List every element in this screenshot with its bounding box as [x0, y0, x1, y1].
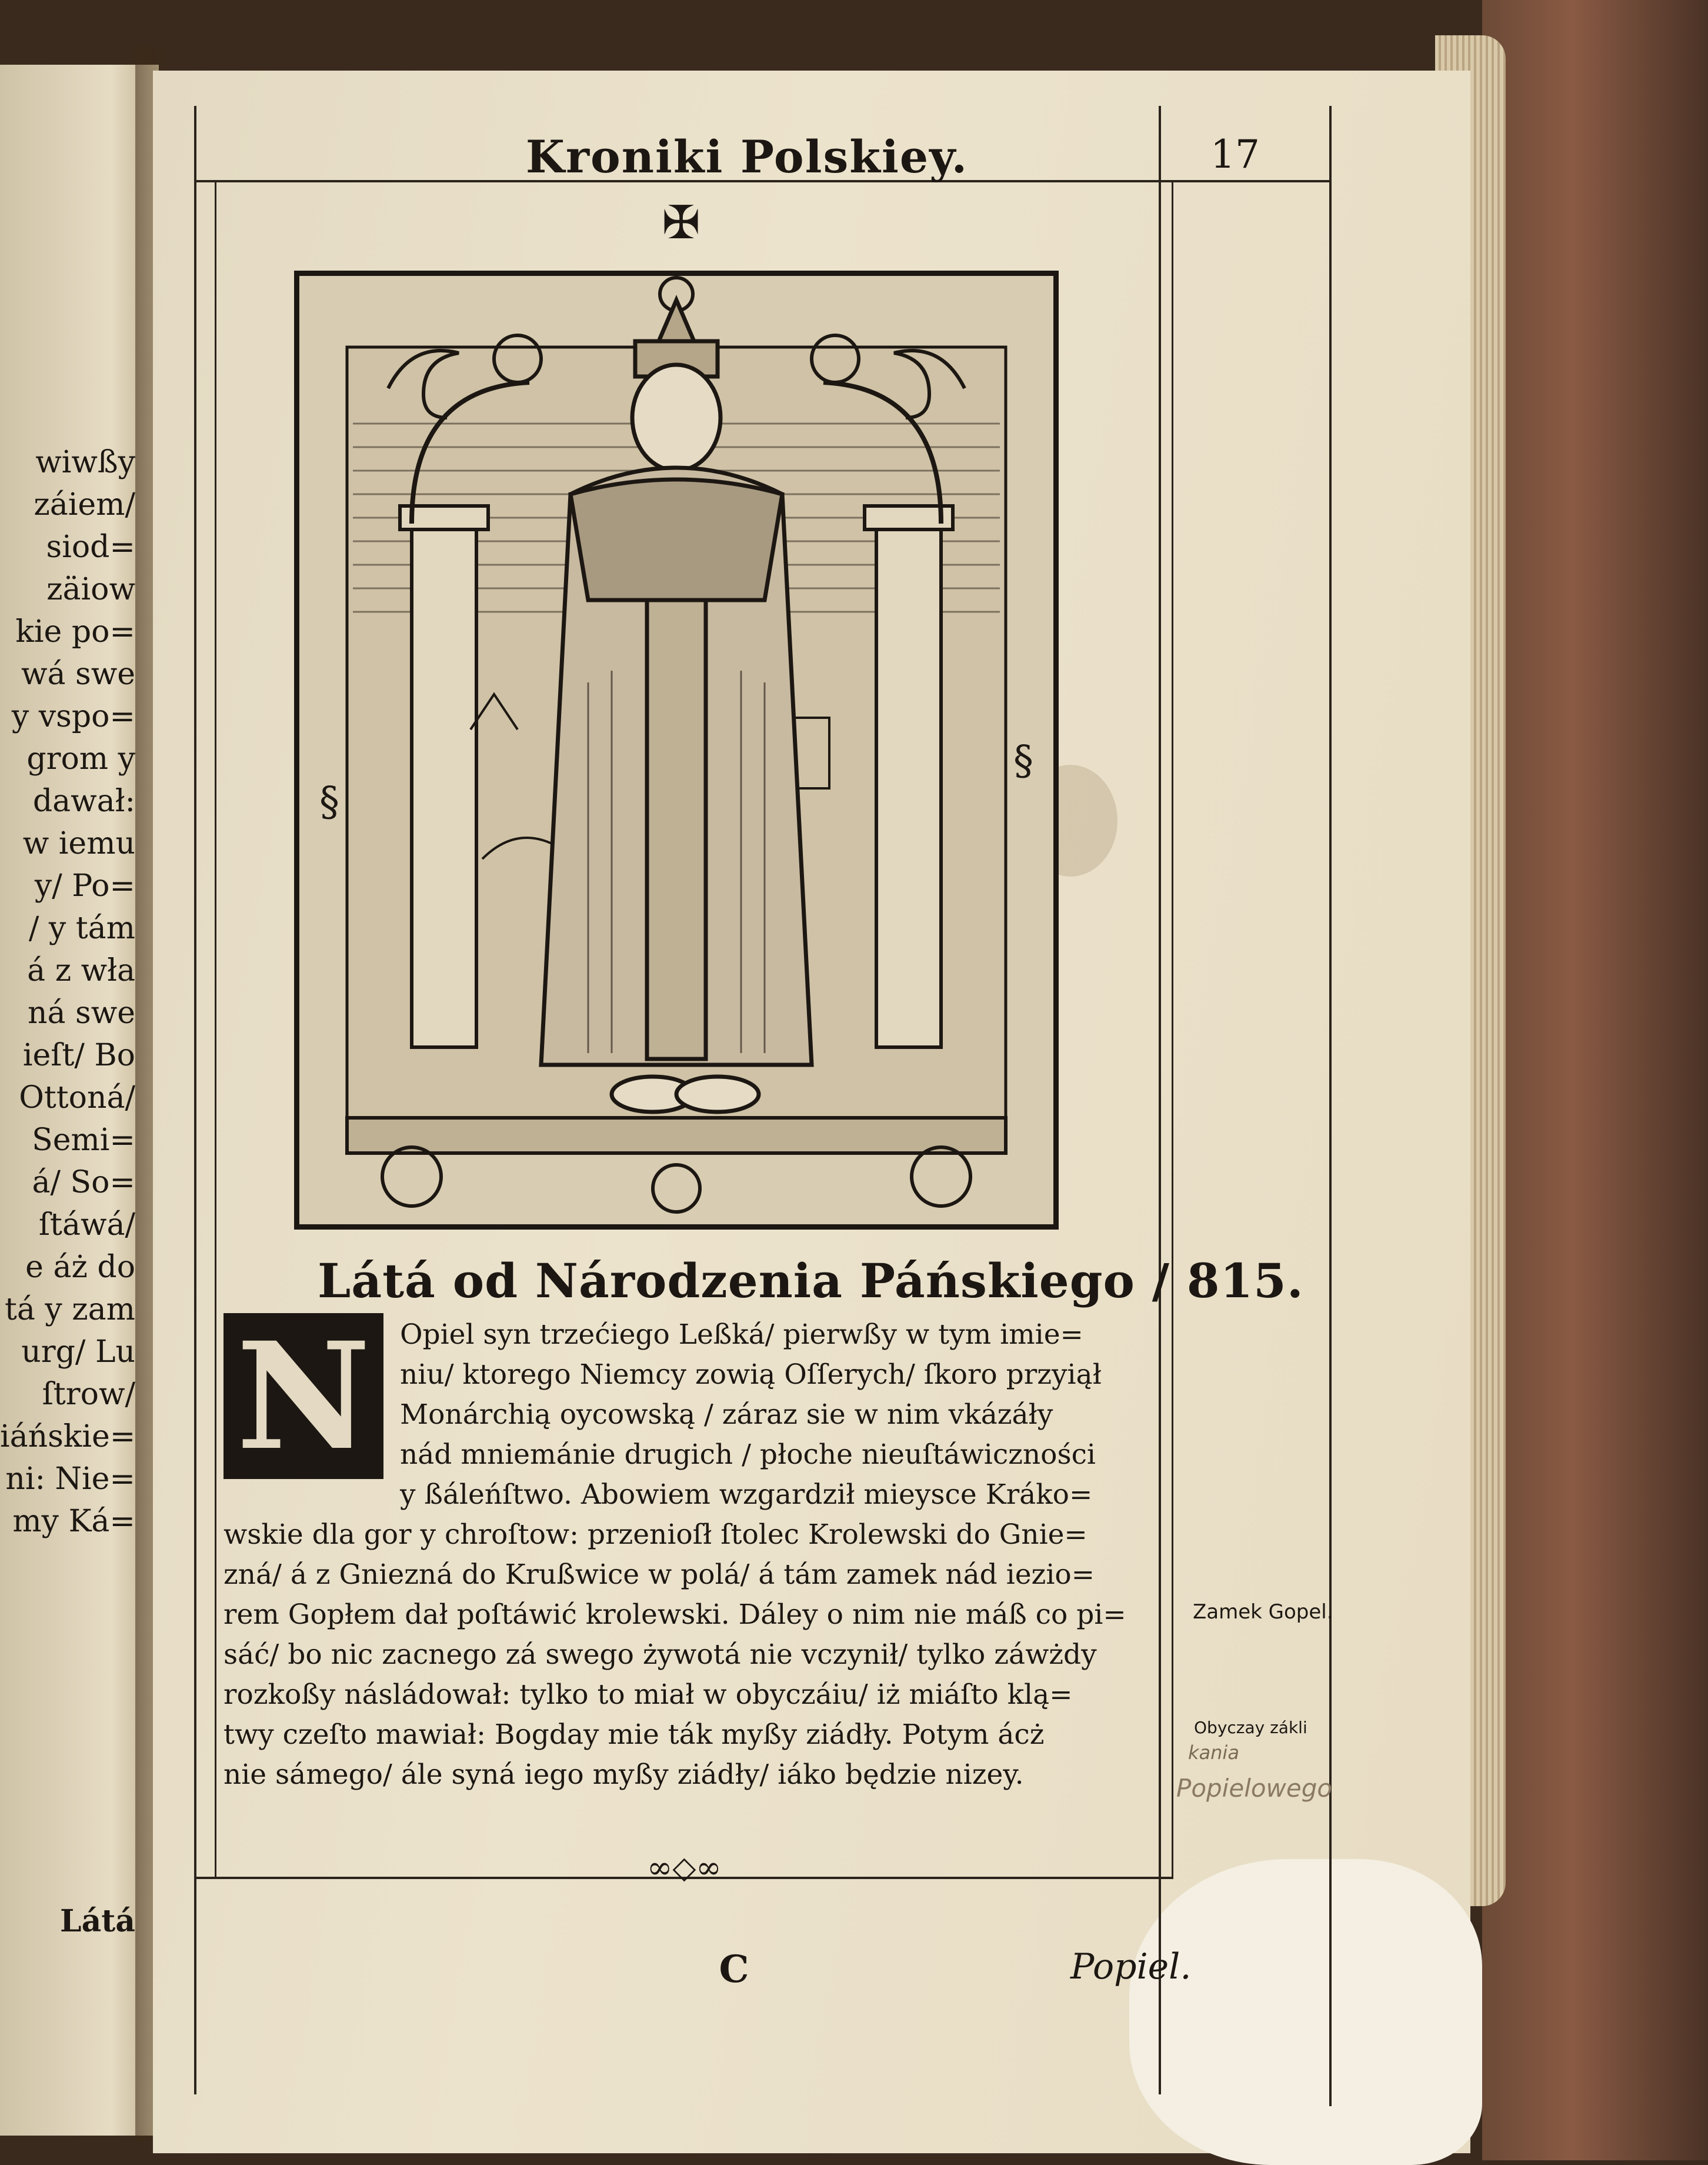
body-text-line: nád mniemánie drugich / płoche nieuſtáwiczności: [400, 1438, 1096, 1471]
tailpiece-ornament: ∞◇∞: [647, 1850, 722, 1886]
left-page-line: dawał:: [32, 784, 135, 819]
body-text-line: wskie dla gor y chroſtow: przenioſł ſtolec Krolewski do Gnie=: [223, 1518, 1087, 1551]
body-text-line: Monárchią oycowską / záraz sie w nim vkázáły: [400, 1398, 1053, 1431]
right-page: [153, 71, 1470, 2153]
book-spine: [1482, 0, 1708, 2160]
frame-inner-left-rule: [215, 182, 216, 1877]
left-page-line: ná swe: [28, 995, 135, 1031]
left-page-line: á z wła: [27, 953, 135, 988]
frame-margin-top-rule: [1159, 180, 1332, 182]
left-page-line: grom y: [26, 741, 135, 777]
left-page-catchword: Látá: [60, 1903, 135, 1939]
side-flourish-left: §: [319, 779, 339, 825]
left-page-line: urg/ Lu: [21, 1334, 135, 1370]
left-page-line: wá swe: [21, 657, 135, 692]
left-page-line: ſtrow/: [42, 1377, 135, 1412]
date-caption: Látá od Národzenia Páńskiego / 815.: [318, 1253, 1304, 1308]
body-text-line: Opiel syn trzećiego Leßká/ pierwßy w tym imie=: [400, 1318, 1083, 1351]
body-text-line: sáć/ bo nic zacnego zá swego żywotá nie vczynił/ tylko záwżdy: [223, 1638, 1097, 1671]
left-page-line: Ottoná/: [19, 1080, 135, 1115]
decorated-initial: N: [223, 1313, 383, 1479]
left-page-line: e áż do: [25, 1250, 135, 1285]
body-text-line: niu/ ktorego Niemcy zowią Oſſerych/ ſkoro przyiął: [400, 1358, 1102, 1391]
frame-inner-right-rule: [1172, 182, 1173, 1877]
left-page-line: tá y zam: [4, 1292, 135, 1327]
left-page-line: my Ká=: [12, 1504, 135, 1539]
left-page-line: Semi=: [32, 1123, 135, 1158]
left-page-line: y/ Po=: [34, 868, 135, 904]
left-page-line: ieſt/ Bo: [22, 1038, 135, 1073]
body-text-line: zná/ á z Gniezná do Krußwice w polá/ á tám zamek nád iezio=: [223, 1558, 1095, 1591]
marginal-note-obyczay: Obyczay zákli: [1194, 1718, 1307, 1737]
cross-ornament: ✠: [662, 196, 700, 249]
body-text-line: rem Gopłem dał poſtáwić krolewski. Dáley o nim nie máß co pi=: [223, 1598, 1126, 1631]
left-page-line: ſtáwá/: [38, 1207, 135, 1243]
frame-outer-right-rule: [1329, 106, 1332, 2106]
body-text-line: nie sámego/ ále syná iego myßy ziádły/ iáko będzie nizey.: [223, 1758, 1024, 1791]
catchword: Popiel.: [1070, 1946, 1192, 1987]
running-title: Kroniki Polskiey.: [525, 131, 969, 183]
body-text-line: y ßáleńſtwo. Abowiem wzgardził mieysce Kráko=: [400, 1478, 1093, 1511]
frame-left-rule: [194, 106, 196, 2094]
left-page-line: zäiow: [46, 572, 135, 607]
left-page-line: kie po=: [15, 614, 135, 650]
body-text-line: twy czeſto mawiał: Bogday mie ták myßy ziádły. Potym ácż: [223, 1718, 1045, 1751]
left-page-line: ni: Nie=: [5, 1461, 135, 1497]
left-page-line: w iemu: [22, 826, 135, 861]
side-flourish-right: §: [1013, 738, 1033, 784]
marginal-handwritten-1: kania: [1188, 1741, 1239, 1764]
marginal-handwritten-2: Popielowego: [1176, 1774, 1333, 1803]
torn-corner: [1129, 1859, 1482, 2165]
left-page-line: / y tám: [28, 911, 135, 946]
body-text-line: rozkoßy násládował: tylko to miał w obyczáiu/ iż miáſto klą=: [223, 1678, 1073, 1711]
left-page-line: á/ So=: [32, 1165, 135, 1200]
frame-right-rule: [1159, 106, 1161, 2094]
left-page-line: iáńskie=: [0, 1419, 136, 1454]
signature-mark: C: [719, 1947, 749, 1991]
left-page-line: y vspo=: [11, 699, 135, 734]
page-number: 17: [1210, 132, 1260, 177]
left-page-line: siod=: [46, 529, 135, 565]
left-page-line: wiwßy: [35, 445, 135, 480]
left-page-line: záiem/: [34, 487, 135, 522]
king-portrait-woodcut: [294, 271, 1059, 1230]
marginal-note-zamek: Zamek Gopel.: [1193, 1600, 1333, 1624]
